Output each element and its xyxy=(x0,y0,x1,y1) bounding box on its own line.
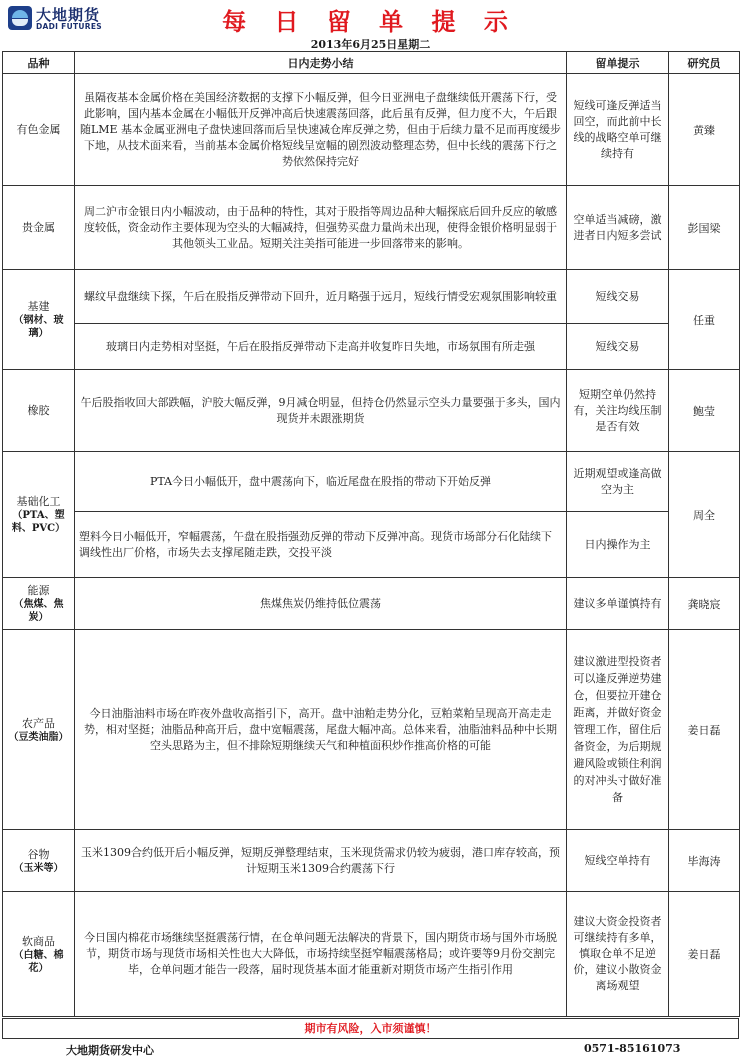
logo-icon xyxy=(8,6,32,30)
researcher-cell: 黄臻 xyxy=(669,74,740,186)
table-row xyxy=(3,630,740,830)
report-header xyxy=(0,0,741,36)
company-logo xyxy=(8,4,126,32)
category-cell xyxy=(3,270,75,370)
category-cell xyxy=(3,186,75,270)
summary-cell: 今日油脂油料市场在昨夜外盘收高指引下，高开。盘中油粕走势分化，豆粕菜粕呈现高开高走走势，相对坚挺；油脂品种高开后，盘中宽幅震荡，尾盘大幅冲高。总体来看，油脂油料品种中长期空头思路为主，但不排除短期继续天气和种植面积炒作推高价格的可能 xyxy=(75,630,567,830)
tip-cell: 短期空单仍然持有，关注均线压制是否有效 xyxy=(567,370,669,452)
table-row xyxy=(3,452,740,512)
tip-cell: 短线空单持有 xyxy=(567,830,669,892)
researcher-cell: 毕海涛 xyxy=(669,830,740,892)
table-row xyxy=(3,186,740,270)
category-name: 基础化工 xyxy=(16,495,61,508)
tip-cell: 近期观望或逢高做空为主 xyxy=(567,452,669,512)
tip-cell: 短线交易 xyxy=(567,324,669,370)
contact-phone: 0571-85161073 xyxy=(584,1042,681,1055)
summary-cell: 玉米1309合约低开后小幅反弹，短期反弹整理结束，玉米现货需求仍较为疲弱，港口库存较高，预计短期玉米1309合约震荡下行 xyxy=(75,830,567,892)
column-header-summary: 日内走势小结 xyxy=(75,52,567,74)
category-name: 软商品 xyxy=(22,934,55,948)
researcher-cell: 姜日磊 xyxy=(669,892,740,1017)
table-row xyxy=(3,512,740,578)
summary-cell: 周二沪市金银日内小幅波动，由于品种的特性，其对于股指等周边品种大幅探底后回升反应的敏感度较低，资金动作主要体现为空头的大幅减持，但强势买盘力量尚未出现，使得金银价格明显弱于其他领头工业品。短期关注美指可能进一步回落带来的影响。 xyxy=(75,186,567,270)
tip-cell: 建议多单谨慎持有 xyxy=(567,578,669,630)
column-header-researcher: 研究员 xyxy=(669,52,740,74)
table-row xyxy=(3,74,740,186)
summary-cell: 焦煤焦炭仍维持低位震荡 xyxy=(75,578,567,630)
tip-cell: 建议激进型投资者可以逢反弹逆势建仓，但要拉开建仓距离，并做好资金管理工作，留住后备资金，为后期规避风险或锁住利润的对冲头寸做好准备 xyxy=(567,630,669,830)
tip-cell: 短线可逢反弹适当回空，而此前中长线的战略空单可继续持有 xyxy=(567,74,669,186)
table-header-row xyxy=(3,52,740,74)
table-row xyxy=(3,324,740,370)
summary-cell: 塑料今日小幅低开，窄幅震荡，午盘在股指强劲反弹的带动下反弹冲高。现货市场部分石化陆续下调线性出厂价格，市场失去支撑尾随走跌，交投平淡 xyxy=(75,512,567,578)
summary-cell: 虽隔夜基本金属价格在美国经济数据的支撑下小幅反弹，但今日亚洲电子盘继续低开震荡下行，受此影响，国内基本金属在小幅低开反弹冲高后快速震荡回落，此后虽有反弹，但力度不大，午后跟随LME 基本金属亚洲电子盘快速回落而后呈快速减仓库反弹之势，但由于后续力量不足而再度缓步下地，从技术面来看，当前基本金属价格短线呈宽幅的剧烈波动整理态势，但中长线的震荡下行之势依然保持完好 xyxy=(75,74,567,186)
category-subtitle: （PTA、塑料、PVC） xyxy=(11,510,66,534)
category-cell xyxy=(3,452,75,578)
report-date: 2013年6月25日星期二 xyxy=(310,38,431,51)
category-name: 能源 xyxy=(27,584,50,597)
category-name: 橡胶 xyxy=(27,404,50,417)
category-subtitle: （焦煤、焦炭） xyxy=(13,599,64,623)
summary-cell: 玻璃日内走势相对坚挺，午后在股指反弹带动下走高并收复昨日失地，市场氛围有所走强 xyxy=(75,324,567,370)
category-cell xyxy=(3,630,75,830)
category-name: 谷物 xyxy=(27,847,50,861)
table-row xyxy=(3,578,740,630)
category-name: 农产品 xyxy=(22,716,55,730)
researcher-cell: 姜日磊 xyxy=(669,630,740,830)
summary-cell: PTA今日小幅低开，盘中震荡向下，临近尾盘在股指的带动下开始反弹 xyxy=(75,452,567,512)
researcher-cell: 龚晓宸 xyxy=(669,578,740,630)
researcher-cell: 周全 xyxy=(669,452,740,578)
researcher-cell: 彭国梁 xyxy=(669,186,740,270)
category-subtitle: （玉米等） xyxy=(13,862,64,874)
logo-chinese-name: 大地期货 xyxy=(36,6,101,24)
logo-english-name: DADI FUTURES xyxy=(36,22,102,31)
tip-cell: 日内操作为主 xyxy=(567,512,669,578)
table-row xyxy=(3,370,740,452)
column-header-category: 品种 xyxy=(3,52,75,74)
table-row xyxy=(3,270,740,324)
summary-cell: 螺纹早盘继续下探，午后在股指反弹带动下回升，近月略强于远月，短线行情受宏观氛围影响较重 xyxy=(75,270,567,324)
category-name: 贵金属 xyxy=(22,221,55,234)
table-row xyxy=(3,892,740,1017)
category-subtitle: （豆类油脂） xyxy=(8,731,69,743)
tip-cell: 空单适当减磅，激进者日内短多尝试 xyxy=(567,186,669,270)
category-cell xyxy=(3,74,75,186)
risk-warning: 期市有风险，入市须谨慎！ xyxy=(2,1018,739,1039)
page-title: 每 日 留 单 提 示 xyxy=(222,8,518,36)
category-name: 基建 xyxy=(27,300,50,313)
researcher-cell: 鲍莹 xyxy=(669,370,740,452)
category-cell xyxy=(3,578,75,630)
summary-cell: 午后股指收回大部跌幅，沪胶大幅反弹，9月减仓明显，但持仓仍然显示空头力量要强于多头，国内现货并未跟涨期货 xyxy=(75,370,567,452)
research-center-name: 大地期货研发中心 xyxy=(66,1044,154,1057)
category-cell xyxy=(3,892,75,1017)
category-subtitle: （白糖、棉花） xyxy=(13,949,64,974)
advice-table xyxy=(2,51,740,1017)
category-cell xyxy=(3,370,75,452)
summary-cell: 今日国内棉花市场继续坚挺震荡行情，在仓单问题无法解决的背景下，国内期货市场与国外市场脱节，期货市场与现货市场相关性也大大降低，市场持续坚挺窄幅震荡格局；或许要等9月份交割完毕，仓单问题才能告一段落，届时现货基本面才能重新对期货市场产生指引作用 xyxy=(75,892,567,1017)
tip-cell: 短线交易 xyxy=(567,270,669,324)
category-cell xyxy=(3,830,75,892)
category-subtitle: （钢材、玻璃） xyxy=(13,315,64,339)
category-name: 有色金属 xyxy=(16,123,61,136)
table-row xyxy=(3,830,740,892)
researcher-cell: 任重 xyxy=(669,270,740,370)
tip-cell: 建议大资金投资者可继续持有多单，慎取仓单不足逆价，建议小散资金离场观望 xyxy=(567,892,669,1017)
column-header-tip: 留单提示 xyxy=(567,52,669,74)
